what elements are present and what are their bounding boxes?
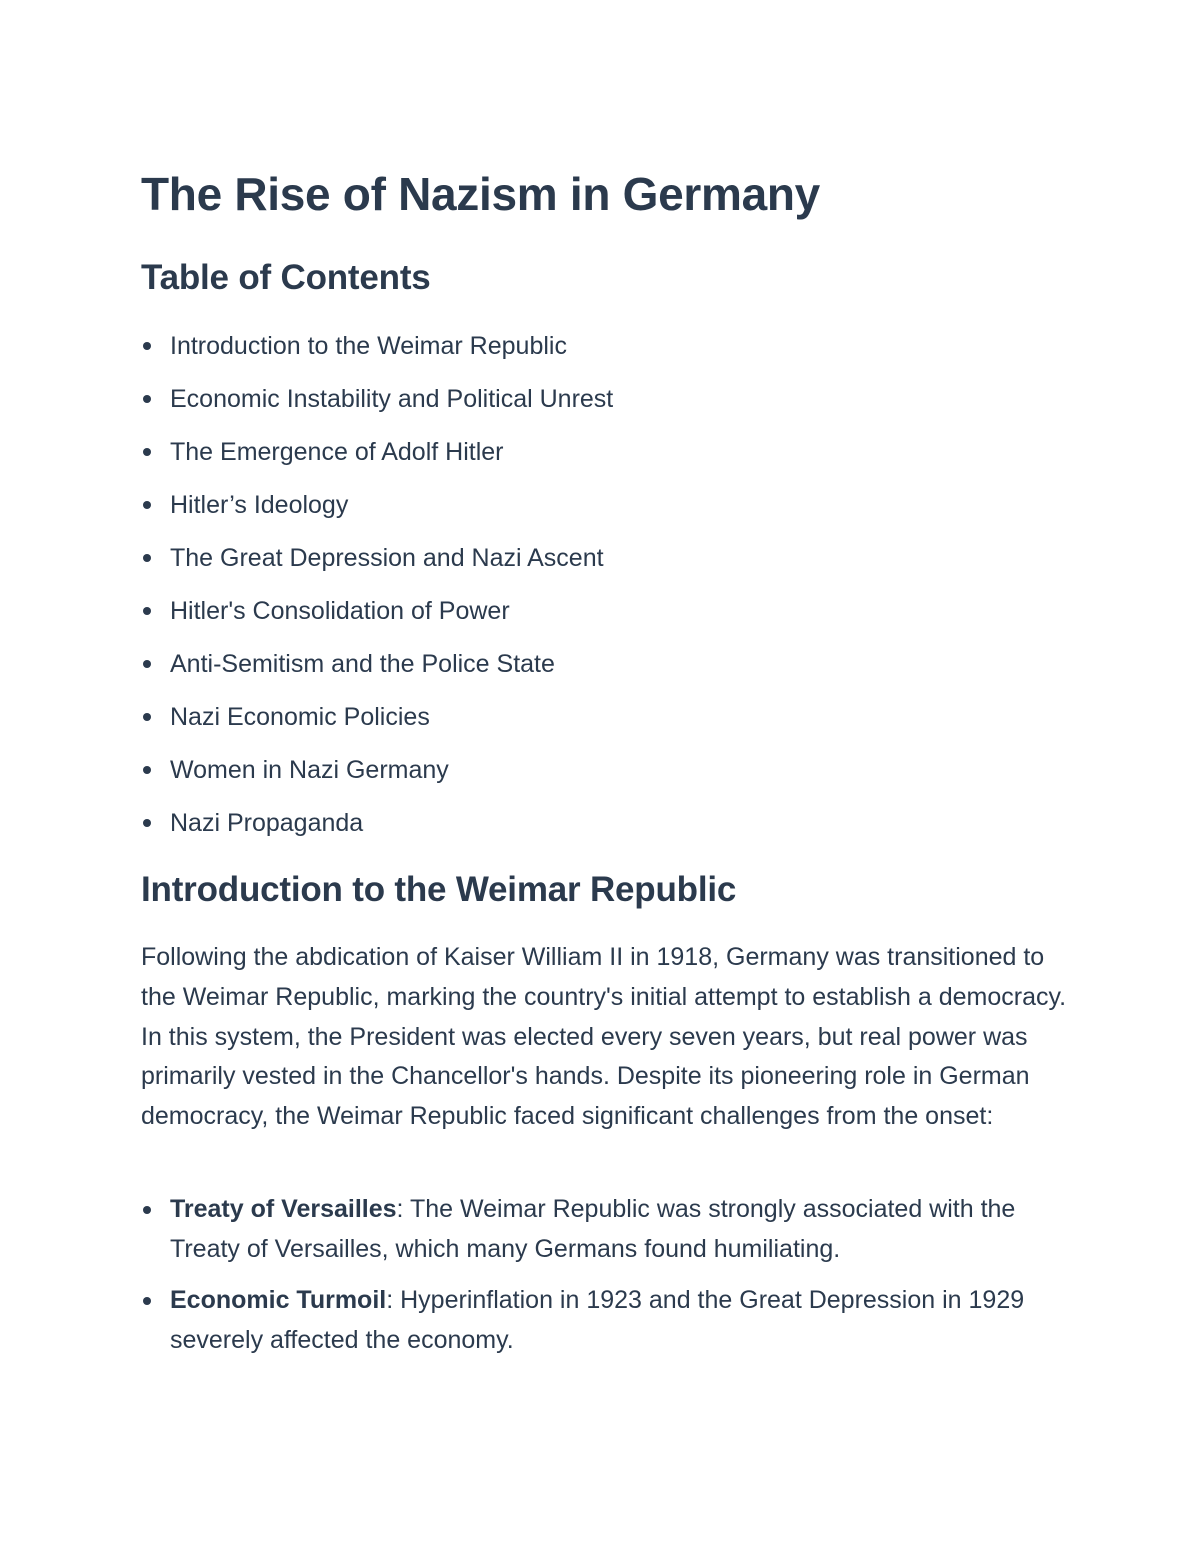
challenge-text: : Hyperinflation in 1923 and the Great Depression in 1929 severely affected the economy. (170, 1286, 1025, 1354)
section-heading: Introduction to the Weimar Republic (141, 870, 737, 909)
toc-item: The Emergence of Adolf Hitler (141, 432, 613, 472)
toc-item: Hitler's Consolidation of Power (141, 591, 613, 631)
toc-item: Anti-Semitism and the Police State (141, 644, 613, 684)
toc-item: Introduction to the Weimar Republic (141, 326, 613, 366)
challenge-term: Treaty of Versailles (170, 1195, 397, 1223)
toc-item: Nazi Propaganda (141, 803, 613, 843)
challenge-text: : The Weimar Republic was strongly associated with the Treaty of Versailles, which many Germans found humiliating. (170, 1195, 1016, 1263)
challenge-item (141, 1190, 1051, 1269)
toc-list (141, 326, 613, 856)
section-paragraph: Following the abdication of Kaiser William II in 1918, Germany was transitioned to the Weimar Republic, marking the country's initial attempt to establish a democracy. In this system, the President was elected every seven years, but real power was primarily vested in the Chancellor's hands. Despite its pioneering role in German democracy, the Weimar Republic faced significant challenges from the onset: (141, 943, 1067, 1131)
toc-item: Economic Instability and Political Unrest (141, 379, 613, 419)
challenge-list (141, 1190, 1051, 1372)
challenge-term: Economic Turmoil (170, 1286, 387, 1314)
challenge-item (141, 1281, 1051, 1360)
toc-item: Hitler’s Ideology (141, 485, 613, 525)
toc-item: Nazi Economic Policies (141, 697, 613, 737)
document-title: The Rise of Nazism in Germany (141, 168, 820, 220)
toc-heading: Table of Contents (141, 258, 431, 297)
toc-item: Women in Nazi Germany (141, 750, 613, 790)
toc-item: The Great Depression and Nazi Ascent (141, 538, 613, 578)
